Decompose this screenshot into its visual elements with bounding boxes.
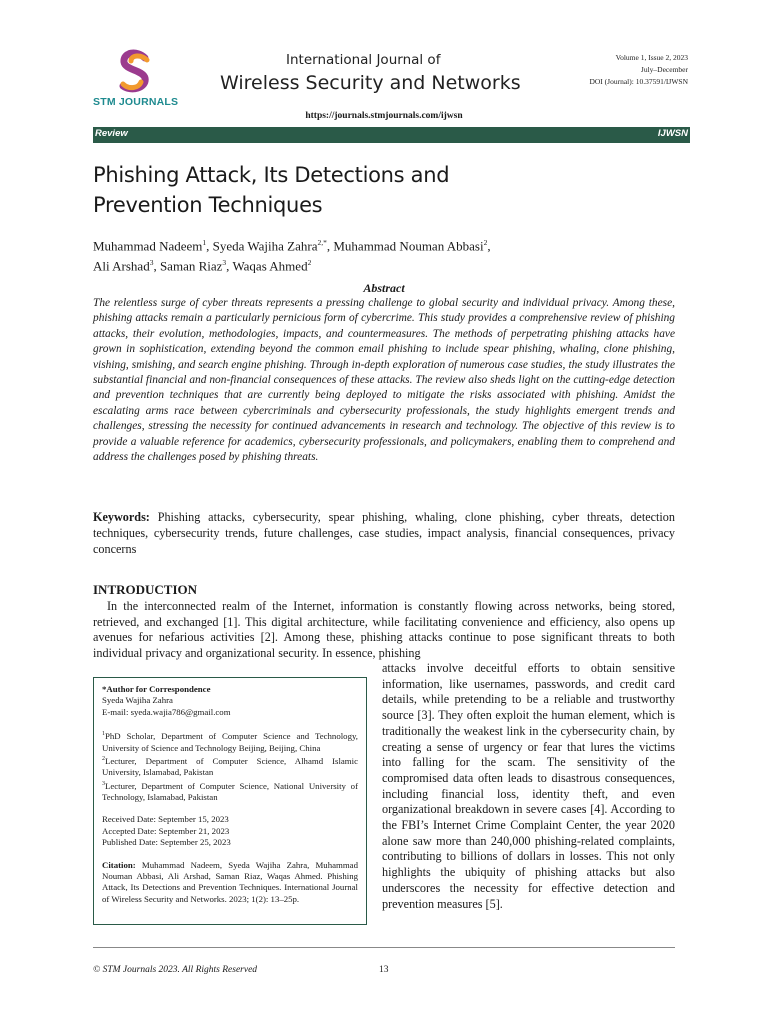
affiliation-sup: 1 [102,731,105,738]
keywords [93,509,675,557]
affiliation-item [102,779,358,804]
correspondence-name: Syeda Wajiha Zahra [102,695,173,706]
affiliation-text: PhD Scholar, Department of Computer Science and Technology, University of Science and Technology Beijing, Beijing, China [102,731,358,753]
author-list [93,234,653,275]
correspondence-box [93,677,367,925]
author-affiliation-sup: 2 [307,258,312,268]
footer-copyright: © STM Journals 2023. All Rights Reserved [93,965,258,975]
journal-name-line2: Wireless Security and Networks [220,72,521,94]
affiliation-item [102,754,358,779]
volume-issue: Volume 1, Issue 2, 2023 [615,53,688,62]
footer-divider [93,947,675,948]
journal-abbrev-label: IJWSN [657,128,688,139]
author-separator: , [326,238,334,254]
affiliation-sup: 3 [102,780,105,787]
journal-url-link[interactable]: https://journals.stmjournals.com/ijwsn [305,111,463,121]
published-date: Published Date: September 25, 2023 [102,837,231,848]
abstract-text: The relentless surge of cyber threats represents a pressing challenge to global security and individual privacy. Among these, phishing attacks remain a particularly pernicious form of cybercrime. This study provides a comprehensive review of phishing attacks, their evolution, methodologies, impacts, and countermeasures. The methods of perpetrating phishing attacks have grown in sophistication, extending beyond the common email phishing to include spear phishing, whaling, clone phishing, vishing, smishing, and search engine phishing. Through in-depth exploration of numerous case studies, the study illustrates the substantial financial and non-financial consequences of these attacks. The review also sheds light on the cutting-edge detection and prevention techniques that are currently being deployed to mitigate the risks associated with phishing. Amidst the escalating arms race between cybercriminals and cybersecurity professionals, the study highlights emergent trends and challenges, stressing the necessity for continued advancements in research and technology. The objective of this review is to provide a valuable reference for academics, cybersecurity professionals, and policymakers, enabling them to comprehend and address the challenges posed by phishing threats. [93,297,675,464]
citation-label: Citation: [102,859,136,870]
author-name: Saman Riaz [159,258,223,274]
issue-period: July–December [640,65,688,74]
received-date: Received Date: September 15, 2023 [102,814,229,825]
author-name: Muhammad Nouman Abbasi [333,238,484,254]
page-number: 13 [379,965,389,975]
introduction-heading: INTRODUCTION [93,582,198,597]
author-name: Syeda Wajiha Zahra [212,238,318,254]
keywords-text: Phishing attacks, cybersecurity, spear phishing, whaling, clone phishing, cyber threats, detection techniques, cybersecurity trends, future challenges, case studies, impact analysis, financial consequences, privacy concerns [93,510,675,556]
citation [102,860,358,906]
author-name: Muhammad Nadeem [93,238,203,254]
affiliation-text: Lecturer, Department of Computer Science, National University of Technology, Islamabad, Pakistan [102,780,358,803]
affiliation-sup: 2 [102,755,105,762]
author-separator: , [226,258,233,274]
journal-meta [589,52,688,88]
publisher-logo-text: STM JOURNALS [93,96,179,108]
author-affiliation-sup: 3 [149,258,154,268]
introduction-paragraph-full-width: In the interconnected realm of the Internet, information is constantly flowing across networks, being stored, retrieved, and exchanged [1]. This digital architecture, while facilitating convenience and efficiency, also opens up avenues for nefarious activities [2]. Among these, phishing attacks continue to pose significant threats to both individual privacy and organizational security. In essence, phishing [93,599,675,661]
abstract-heading: Abstract [363,281,405,295]
journal-doi: DOI (Journal): 10.37591/IJWSN [589,77,688,86]
keywords-label: Keywords: [93,510,150,524]
citation-text: Muhammad Nadeem, Syeda Wajiha Zahra, Muhammad Nouman Abbasi, Ali Arshad, Saman Riaz, Waqas Ahmed. Phishing Attack, Its Detections and Prevention Techniques. International Journal of Wireless Security and Networks. 2023; 1(2): 13–25p. [102,859,358,904]
article-title-line1: Phishing Attack, Its Detections and [93,163,450,187]
correspondence-email: E-mail: syeda.wajia786@gmail.com [102,706,231,717]
author-name: Ali Arshad [93,258,150,274]
article-title [93,160,653,220]
affiliation-item [102,729,358,754]
author-separator: , [153,258,160,274]
article-type-label: Review [95,128,128,139]
affiliation-text: Lecturer, Department of Computer Science, Alhamd Islamic University, Islamabad, Pakistan [102,755,358,778]
author-name: Waqas Ahmed [232,258,308,274]
author-separator: , [206,238,213,254]
author-affiliation-sup: 3 [222,258,227,268]
journal-name-line1: International Journal of [286,52,441,68]
author-affiliation-sup: 1 [202,238,207,247]
author-separator: , [487,238,491,254]
correspondence-heading: *Author for Correspondence [102,684,211,694]
author-affiliation-sup: 2 [483,238,488,247]
author-affiliation-sup: 2,* [317,238,327,247]
article-type-banner [93,127,690,143]
article-title-line2: Prevention Techniques [93,193,323,217]
introduction-paragraph-column: attacks involve deceitful efforts to obtain sensitive information, like usernames, passwords, and credit card details, while pretending to be a reliable and trustworthy source [3]. They often exploit the human element, which is traditionally the weakest link in the cybersecurity chain, by creating a sense of urgency or fear that lures the victims into falling for the scam. The sensitivity of the compromised data often leads to disastrous consequences, including financial loss, identity theft, and even organizational breakdown in severe cases [4]. According to the FBI’s Internet Crime Complaint Center, the year 2020 alone saw more than 240,000 phishing-related complaints, contributing to billions of dollars in losses. This not only highlights the ubiquity of phishing attacks but also underscores the necessity for effective detection and prevention measures [5]. [382,661,675,911]
accepted-date: Accepted Date: September 21, 2023 [102,825,230,836]
stm-logo-swirl-icon [93,48,183,98]
